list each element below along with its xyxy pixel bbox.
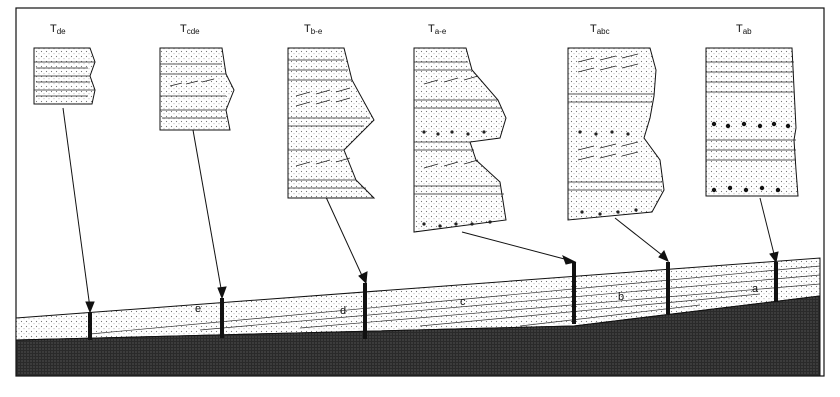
column-label-sub: a-e — [434, 27, 447, 36]
column-label: T — [50, 23, 57, 35]
zone-label: a — [752, 283, 759, 295]
core-bar — [220, 298, 224, 338]
svg-text:Tabc — [590, 23, 610, 36]
column-label: T — [180, 23, 187, 35]
column-label: T — [428, 23, 435, 35]
log-tcde — [160, 48, 234, 130]
svg-text:Tcde — [180, 23, 200, 36]
zone-label: c — [460, 296, 466, 308]
svg-text:Tb-e — [304, 23, 323, 36]
zone-label: d — [340, 305, 347, 317]
column-labels — [50, 23, 752, 36]
column-label-sub: abc — [596, 27, 610, 36]
core-bar — [666, 262, 670, 314]
log-tde — [34, 48, 95, 104]
log-tab — [706, 48, 798, 196]
column-label-sub: b-e — [310, 27, 323, 36]
log-tae — [414, 48, 506, 232]
log-tabc — [568, 48, 664, 220]
column-label-sub: de — [56, 27, 66, 36]
core-bar — [88, 312, 92, 340]
zone-label: b — [618, 291, 625, 303]
column-label: T — [590, 23, 597, 35]
column-label-sub: cde — [186, 27, 200, 36]
svg-text:Tde — [50, 23, 66, 36]
column-label: T — [736, 23, 743, 35]
core-bar — [774, 262, 778, 302]
core-bar — [572, 262, 576, 324]
svg-text:Tab — [736, 23, 752, 36]
core-bar — [363, 283, 367, 339]
column-label-sub: ab — [742, 27, 752, 36]
column-label: T — [304, 23, 311, 35]
svg-text:Ta-e — [428, 23, 447, 36]
log-tbe — [288, 48, 374, 198]
zone-label: e — [195, 303, 202, 315]
